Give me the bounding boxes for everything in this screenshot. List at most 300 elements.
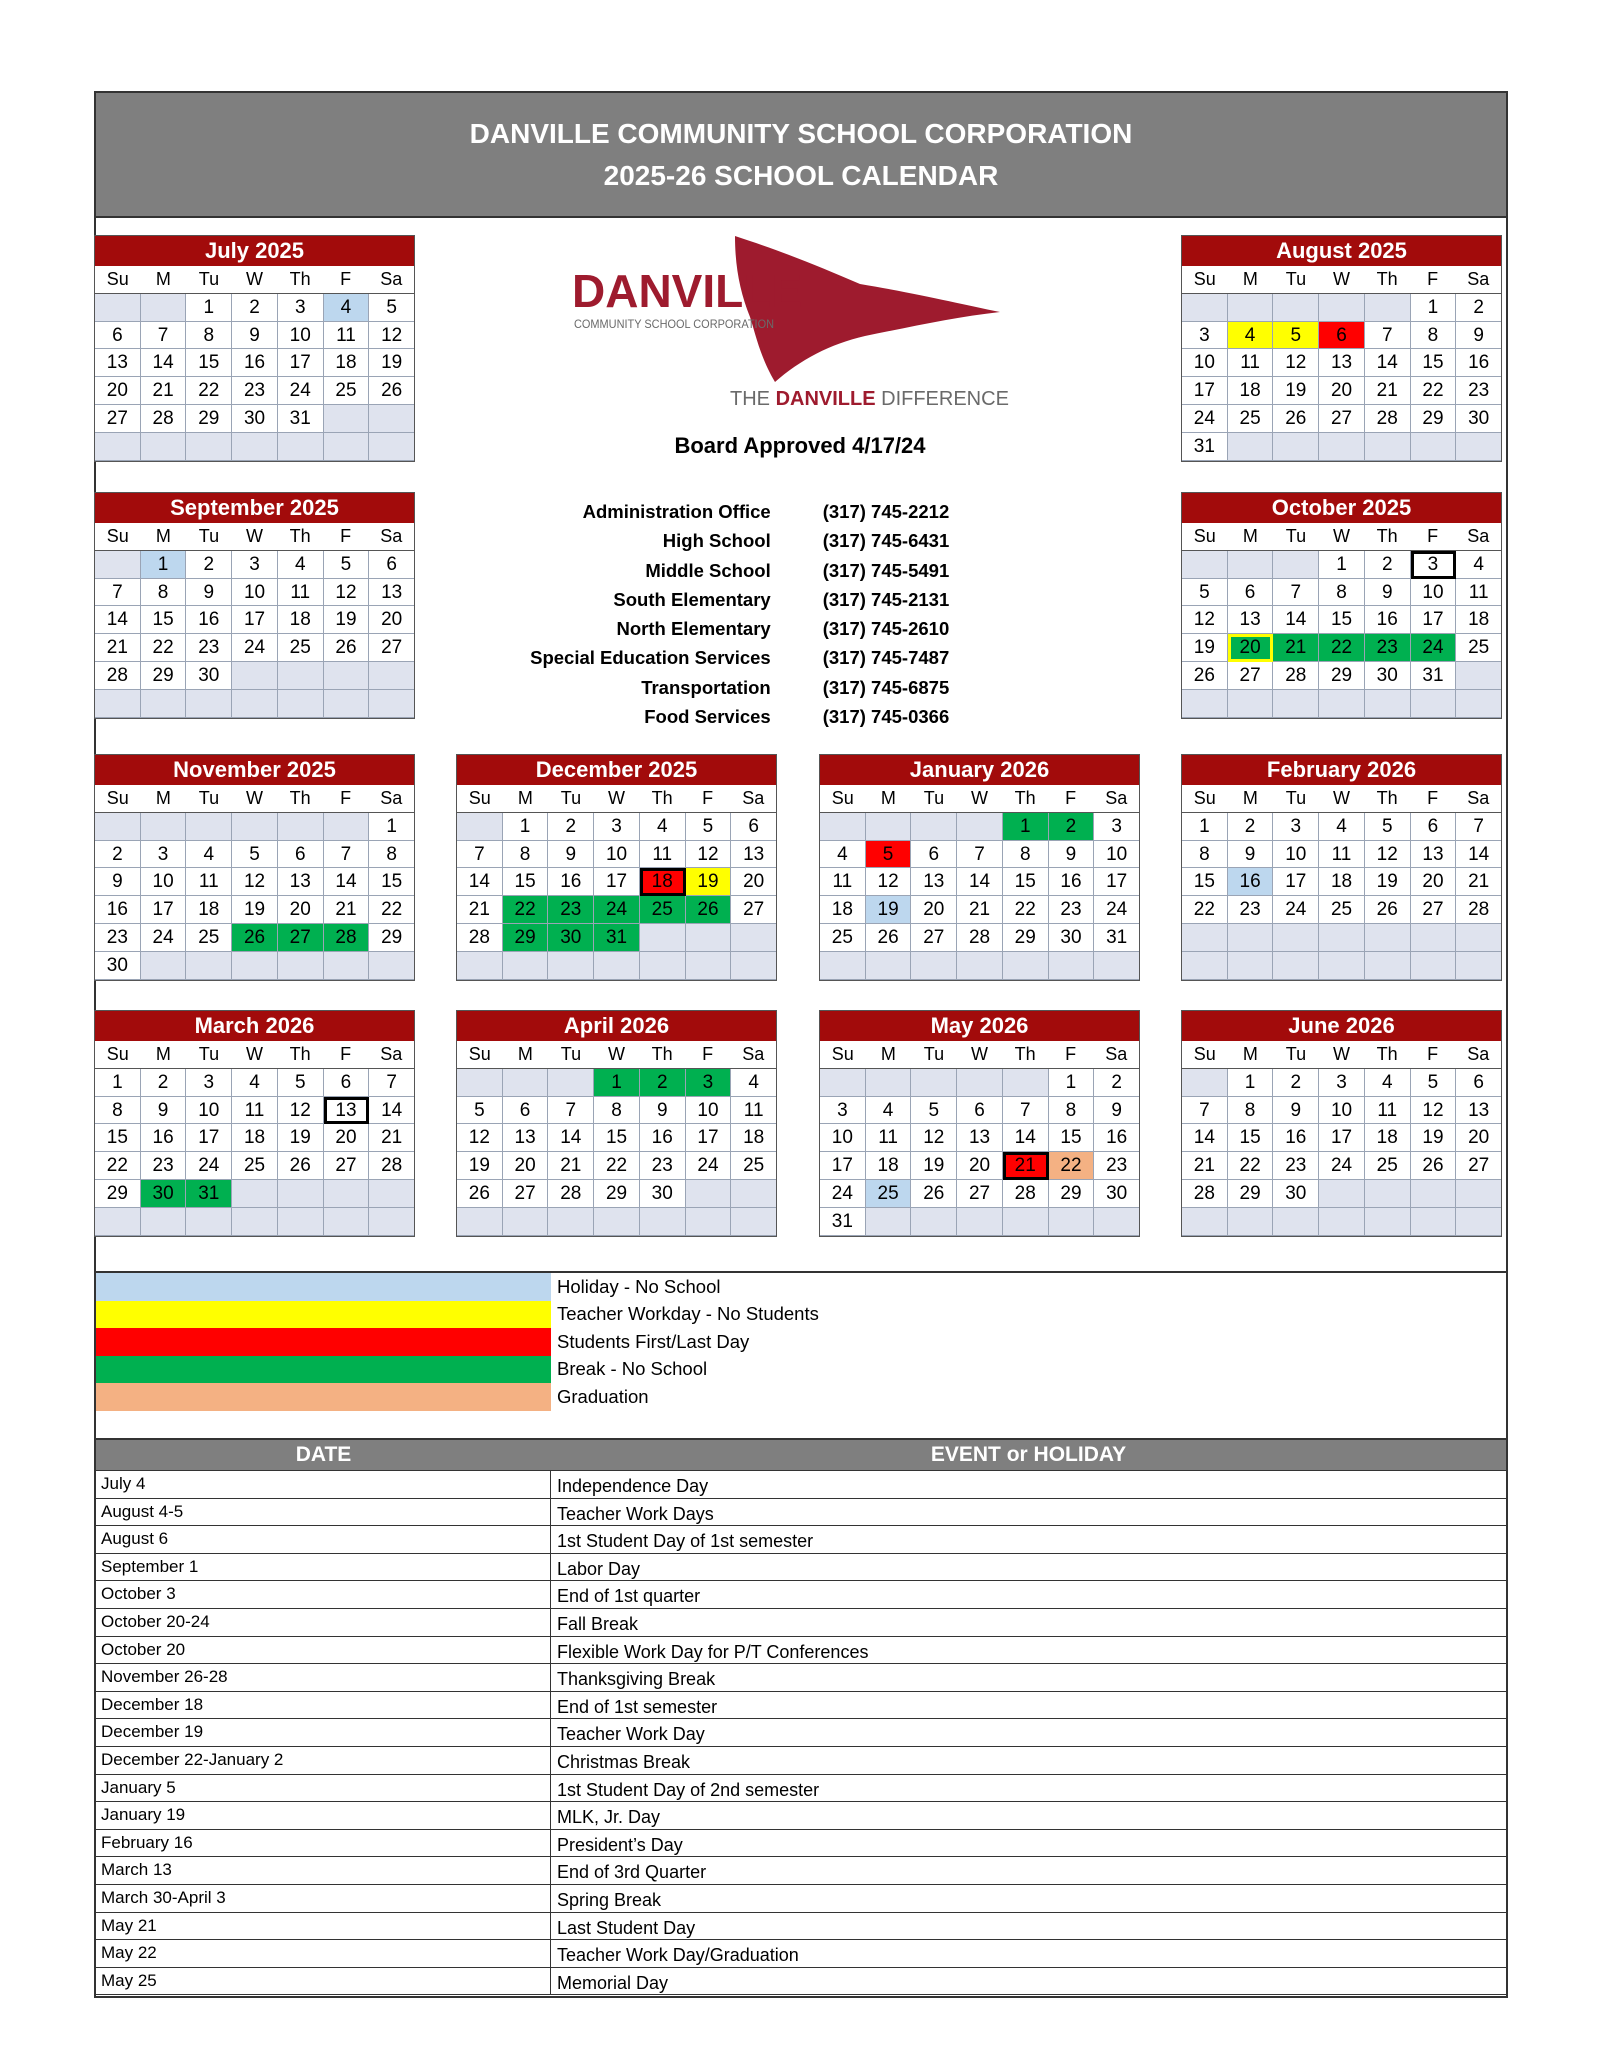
- day-cell: 5: [866, 841, 912, 869]
- day-cell: 18: [324, 349, 370, 377]
- day-cell: 29: [1049, 1180, 1095, 1208]
- event-row: [96, 1526, 1506, 1554]
- day-cell: 26: [866, 924, 912, 952]
- legend-swatch: [96, 1301, 551, 1329]
- empty-day-cell: [1228, 924, 1274, 952]
- events-table: [96, 1438, 1506, 1995]
- contact-row: [460, 702, 1020, 731]
- empty-day-cell: [1365, 1208, 1411, 1236]
- empty-day-cell: [503, 952, 549, 980]
- legend: [96, 1271, 1506, 1411]
- weekday-header-row: [1182, 785, 1501, 813]
- empty-day-cell: [324, 1208, 370, 1236]
- day-cell: 9: [95, 868, 141, 896]
- empty-day-cell: [278, 813, 324, 841]
- empty-day-cell: [1411, 1180, 1457, 1208]
- week-row: [820, 1180, 1139, 1208]
- empty-day-cell: [1273, 433, 1319, 461]
- empty-day-cell: [640, 1208, 686, 1236]
- weekday-label: W: [1319, 1041, 1365, 1069]
- empty-day-cell: [1319, 1208, 1365, 1236]
- empty-day-cell: [548, 1069, 594, 1097]
- weekday-label: Tu: [186, 266, 232, 294]
- day-cell: 19: [866, 896, 912, 924]
- weekday-label: F: [1410, 266, 1456, 294]
- day-cell: 12: [278, 1097, 324, 1125]
- weekday-label: Th: [277, 266, 323, 294]
- event-date: May 21: [96, 1913, 551, 1940]
- week-row: [95, 579, 414, 607]
- day-cell: 26: [457, 1180, 503, 1208]
- empty-day-cell: [1319, 1180, 1365, 1208]
- empty-day-cell: [141, 433, 187, 461]
- event-row: [96, 1719, 1506, 1747]
- weekday-label: Sa: [1455, 266, 1501, 294]
- event-row: [96, 1940, 1506, 1968]
- day-cell: 22: [1411, 377, 1457, 405]
- empty-day-cell: [1273, 294, 1319, 322]
- day-cell: 17: [820, 1152, 866, 1180]
- day-cell: 6: [1456, 1069, 1501, 1097]
- day-cell: 20: [95, 377, 141, 405]
- empty-day-cell: [594, 952, 640, 980]
- weekday-label: Th: [1364, 785, 1410, 813]
- empty-day-cell: [1003, 952, 1049, 980]
- day-cell: 10: [278, 322, 324, 350]
- empty-day-cell: [1273, 690, 1319, 718]
- weekday-label: W: [1319, 785, 1365, 813]
- day-cell: 20: [503, 1152, 549, 1180]
- contact-phone: (317) 745-2212: [822, 501, 950, 522]
- logo-tagline: THE DANVILLE DIFFERENCE: [730, 388, 1009, 410]
- empty-day-cell: [1411, 433, 1457, 461]
- week-row: [1182, 551, 1501, 579]
- empty-day-cell: [1273, 924, 1319, 952]
- district-title: DANVILLE COMMUNITY SCHOOL CORPORATION: [469, 117, 1133, 149]
- day-cell: 2: [1049, 813, 1095, 841]
- event-name: Teacher Work Day: [557, 1724, 705, 1745]
- day-cell: 26: [686, 896, 732, 924]
- contact-row: [460, 556, 1020, 585]
- district-logo: [560, 232, 1020, 417]
- week-row: [457, 868, 776, 896]
- weekday-label: F: [1410, 785, 1456, 813]
- week-row: [1182, 868, 1501, 896]
- day-cell: 1: [1049, 1069, 1095, 1097]
- empty-day-cell: [1456, 924, 1501, 952]
- weekday-label: Tu: [186, 1041, 232, 1069]
- empty-day-cell: [232, 433, 278, 461]
- day-cell: 10: [1273, 841, 1319, 869]
- day-cell: 13: [1319, 349, 1365, 377]
- event-name: End of 1st semester: [557, 1696, 718, 1717]
- weekday-label: Th: [1364, 266, 1410, 294]
- month-title: June 2026: [1182, 1011, 1501, 1041]
- month-calendar: [94, 754, 415, 981]
- empty-day-cell: [141, 294, 187, 322]
- day-cell: 7: [141, 322, 187, 350]
- week-row: [95, 690, 414, 718]
- day-cell: 23: [1228, 896, 1274, 924]
- day-cell: 6: [324, 1069, 370, 1097]
- day-cell: 3: [1411, 551, 1457, 579]
- weekday-header-row: [95, 1041, 414, 1069]
- weekday-label: Su: [1182, 266, 1228, 294]
- legend-item: [96, 1301, 1506, 1329]
- day-cell: 11: [731, 1097, 776, 1125]
- day-cell: 9: [548, 841, 594, 869]
- event-name: End of 1st quarter: [557, 1586, 701, 1607]
- day-cell: 11: [640, 841, 686, 869]
- week-row: [1182, 896, 1501, 924]
- week-row: [95, 924, 414, 952]
- event-date: July 4: [96, 1471, 551, 1498]
- contact-name: High School: [662, 530, 771, 552]
- day-cell: 18: [1319, 868, 1365, 896]
- day-cell: 21: [141, 377, 187, 405]
- week-row: [95, 349, 414, 377]
- week-row: [457, 1124, 776, 1152]
- day-cell: 24: [278, 377, 324, 405]
- empty-day-cell: [1182, 1069, 1228, 1097]
- day-cell: 15: [141, 606, 187, 634]
- week-row: [1182, 322, 1501, 350]
- day-cell: 26: [1411, 1152, 1457, 1180]
- day-cell: 4: [866, 1097, 912, 1125]
- legend-item: [96, 1356, 1506, 1384]
- event-date: August 4-5: [96, 1499, 551, 1526]
- empty-day-cell: [1228, 433, 1274, 461]
- day-cell: 16: [1228, 868, 1274, 896]
- empty-day-cell: [324, 952, 370, 980]
- day-cell: 23: [1365, 634, 1411, 662]
- weekday-label: Sa: [730, 785, 776, 813]
- day-cell: 26: [1182, 662, 1228, 690]
- contact-name: South Elementary: [613, 588, 771, 610]
- empty-day-cell: [731, 924, 776, 952]
- day-cell: 13: [1228, 606, 1274, 634]
- day-cell: 9: [1273, 1097, 1319, 1125]
- empty-day-cell: [186, 690, 232, 718]
- week-row: [457, 813, 776, 841]
- event-row: [96, 1913, 1506, 1941]
- empty-day-cell: [911, 1069, 957, 1097]
- month-calendar: [1181, 754, 1502, 981]
- weekday-label: Sa: [1455, 523, 1501, 551]
- day-cell: 2: [640, 1069, 686, 1097]
- day-cell: 15: [369, 868, 414, 896]
- day-cell: 23: [640, 1152, 686, 1180]
- day-cell: 27: [1319, 405, 1365, 433]
- day-cell: 13: [731, 841, 776, 869]
- day-cell: 28: [1365, 405, 1411, 433]
- weekday-header-row: [95, 785, 414, 813]
- weekday-label: Th: [639, 1041, 685, 1069]
- day-cell: 19: [1182, 634, 1228, 662]
- day-cell: 25: [1456, 634, 1501, 662]
- week-row: [1182, 1180, 1501, 1208]
- day-cell: 14: [1273, 606, 1319, 634]
- empty-day-cell: [278, 690, 324, 718]
- day-cell: 22: [186, 377, 232, 405]
- weekday-label: F: [1048, 1041, 1094, 1069]
- weekday-label: Tu: [911, 1041, 957, 1069]
- week-row: [820, 1069, 1139, 1097]
- contact-phone: (317) 745-7487: [822, 647, 950, 669]
- day-cell: 30: [1365, 662, 1411, 690]
- empty-day-cell: [1411, 952, 1457, 980]
- event-name: Christmas Break: [557, 1751, 691, 1772]
- empty-day-cell: [1003, 1069, 1049, 1097]
- day-cell: 16: [141, 1124, 187, 1152]
- weekday-label: Tu: [186, 523, 232, 551]
- weekday-label: W: [594, 1041, 640, 1069]
- empty-day-cell: [957, 813, 1003, 841]
- day-cell: 31: [1182, 433, 1228, 461]
- weekday-label: M: [1228, 785, 1274, 813]
- event-date: December 22-January 2: [96, 1747, 551, 1774]
- day-cell: 13: [324, 1097, 370, 1125]
- empty-day-cell: [278, 1180, 324, 1208]
- day-cell: 13: [369, 579, 414, 607]
- day-cell: 3: [820, 1097, 866, 1125]
- day-cell: 29: [594, 1180, 640, 1208]
- day-cell: 28: [548, 1180, 594, 1208]
- week-row: [95, 322, 414, 350]
- weekday-label: Su: [95, 266, 141, 294]
- day-cell: 10: [820, 1124, 866, 1152]
- day-cell: 9: [1365, 579, 1411, 607]
- day-cell: 17: [1094, 868, 1139, 896]
- event-date: January 5: [96, 1775, 551, 1802]
- week-row: [1182, 813, 1501, 841]
- weekday-label: Su: [1182, 1041, 1228, 1069]
- day-cell: 23: [1273, 1152, 1319, 1180]
- contact-name: Transportation: [641, 676, 771, 698]
- day-cell: 6: [503, 1097, 549, 1125]
- weekday-label: W: [1319, 523, 1365, 551]
- empty-day-cell: [911, 952, 957, 980]
- week-row: [1182, 1152, 1501, 1180]
- weekday-label: Th: [277, 523, 323, 551]
- weekday-label: M: [1228, 266, 1274, 294]
- day-cell: 8: [369, 841, 414, 869]
- day-cell: 3: [186, 1069, 232, 1097]
- day-cell: 14: [324, 868, 370, 896]
- day-cell: 10: [1182, 349, 1228, 377]
- day-cell: 14: [457, 868, 503, 896]
- week-row: [1182, 662, 1501, 690]
- weekday-header-row: [457, 1041, 776, 1069]
- weekday-label: F: [685, 785, 731, 813]
- week-row: [95, 405, 414, 433]
- week-row: [820, 896, 1139, 924]
- day-cell: 1: [1228, 1069, 1274, 1097]
- day-cell: 28: [1182, 1180, 1228, 1208]
- day-cell: 14: [369, 1097, 414, 1125]
- event-row: [96, 1554, 1506, 1582]
- day-cell: 29: [95, 1180, 141, 1208]
- day-cell: 3: [278, 294, 324, 322]
- weekday-label: M: [141, 266, 187, 294]
- day-cell: 4: [1319, 813, 1365, 841]
- day-cell: 11: [1365, 1097, 1411, 1125]
- week-row: [457, 1208, 776, 1236]
- weekday-label: M: [141, 523, 187, 551]
- empty-day-cell: [1319, 433, 1365, 461]
- day-cell: 13: [95, 349, 141, 377]
- weekday-label: Th: [1002, 1041, 1048, 1069]
- calendar-title: 2025-26 SCHOOL CALENDAR: [603, 159, 999, 191]
- empty-day-cell: [640, 952, 686, 980]
- day-cell: 22: [503, 896, 549, 924]
- empty-day-cell: [232, 813, 278, 841]
- logo-name: DANVILLE: [572, 265, 802, 317]
- day-cell: 15: [594, 1124, 640, 1152]
- day-cell: 9: [186, 579, 232, 607]
- day-cell: 21: [324, 896, 370, 924]
- contact-phone: (317) 745-2131: [822, 588, 950, 610]
- day-cell: 14: [1365, 349, 1411, 377]
- empty-day-cell: [503, 1208, 549, 1236]
- empty-day-cell: [957, 952, 1003, 980]
- day-cell: 12: [1273, 349, 1319, 377]
- empty-day-cell: [95, 1208, 141, 1236]
- weekday-label: Su: [95, 1041, 141, 1069]
- contact-name: North Elementary: [616, 618, 771, 640]
- day-cell: 11: [1319, 841, 1365, 869]
- empty-day-cell: [232, 1208, 278, 1236]
- empty-day-cell: [1365, 690, 1411, 718]
- week-row: [1182, 1208, 1501, 1236]
- event-name: End of 3rd Quarter: [557, 1862, 707, 1883]
- day-cell: 27: [1456, 1152, 1501, 1180]
- day-cell: 27: [1411, 896, 1457, 924]
- day-cell: 15: [1319, 606, 1365, 634]
- week-row: [95, 1152, 414, 1180]
- event-date: May 25: [96, 1968, 551, 1995]
- day-cell: 22: [1049, 1152, 1095, 1180]
- day-cell: 20: [1319, 377, 1365, 405]
- day-cell: 8: [594, 1097, 640, 1125]
- day-cell: 11: [1456, 579, 1501, 607]
- day-cell: 14: [548, 1124, 594, 1152]
- contact-name: Administration Office: [582, 501, 771, 522]
- legend-swatch: [96, 1383, 551, 1411]
- day-cell: 20: [1228, 634, 1274, 662]
- legend-label: Break - No School: [557, 1358, 708, 1380]
- event-name: Thanksgiving Break: [557, 1669, 716, 1690]
- weekday-label: Th: [277, 1041, 323, 1069]
- day-cell: 12: [911, 1124, 957, 1152]
- weekday-label: Th: [277, 785, 323, 813]
- empty-day-cell: [1228, 1208, 1274, 1236]
- week-row: [95, 1124, 414, 1152]
- day-cell: 12: [232, 868, 278, 896]
- day-cell: 28: [369, 1152, 414, 1180]
- day-cell: 11: [820, 868, 866, 896]
- week-row: [1182, 377, 1501, 405]
- event-date: October 20: [96, 1637, 551, 1664]
- legend-item: [96, 1383, 1506, 1411]
- day-cell: 17: [1273, 868, 1319, 896]
- day-cell: 18: [731, 1124, 776, 1152]
- day-cell: 3: [1094, 813, 1139, 841]
- weekday-label: Tu: [1273, 266, 1319, 294]
- weekday-label: Th: [1002, 785, 1048, 813]
- event-name: MLK, Jr. Day: [557, 1807, 661, 1828]
- day-cell: 12: [369, 322, 414, 350]
- day-cell: 1: [1003, 813, 1049, 841]
- empty-day-cell: [457, 1069, 503, 1097]
- day-cell: 14: [141, 349, 187, 377]
- day-cell: 28: [457, 924, 503, 952]
- weekday-label: Tu: [1273, 785, 1319, 813]
- empty-day-cell: [1228, 551, 1274, 579]
- day-cell: 2: [232, 294, 278, 322]
- month-calendar: [819, 1010, 1140, 1237]
- month-calendar: [94, 492, 415, 719]
- day-cell: 6: [1411, 813, 1457, 841]
- month-title: April 2026: [457, 1011, 776, 1041]
- day-cell: 24: [1094, 896, 1139, 924]
- day-cell: 11: [324, 322, 370, 350]
- weekday-header-row: [1182, 266, 1501, 294]
- day-cell: 3: [594, 813, 640, 841]
- empty-day-cell: [1456, 952, 1501, 980]
- empty-day-cell: [369, 952, 414, 980]
- contact-phone: (317) 745-0366: [822, 706, 950, 728]
- day-cell: 9: [640, 1097, 686, 1125]
- day-cell: 12: [457, 1124, 503, 1152]
- empty-day-cell: [1003, 1208, 1049, 1236]
- empty-day-cell: [1319, 952, 1365, 980]
- day-cell: 8: [186, 322, 232, 350]
- empty-day-cell: [369, 405, 414, 433]
- day-cell: 9: [141, 1097, 187, 1125]
- contact-row: [460, 673, 1020, 702]
- event-row: [96, 1637, 1506, 1665]
- day-cell: 4: [232, 1069, 278, 1097]
- day-cell: 18: [1365, 1124, 1411, 1152]
- event-date: September 1: [96, 1554, 551, 1581]
- week-row: [95, 294, 414, 322]
- day-cell: 7: [1456, 813, 1501, 841]
- day-cell: 24: [1319, 1152, 1365, 1180]
- day-cell: 9: [1456, 322, 1501, 350]
- contact-row: [460, 614, 1020, 643]
- empty-day-cell: [457, 813, 503, 841]
- day-cell: 24: [594, 896, 640, 924]
- day-cell: 9: [232, 322, 278, 350]
- day-cell: 28: [1003, 1180, 1049, 1208]
- weekday-label: W: [232, 785, 278, 813]
- day-cell: 2: [1094, 1069, 1139, 1097]
- day-cell: 5: [457, 1097, 503, 1125]
- empty-day-cell: [95, 294, 141, 322]
- day-cell: 15: [1411, 349, 1457, 377]
- day-cell: 3: [1182, 322, 1228, 350]
- empty-day-cell: [731, 952, 776, 980]
- weekday-label: F: [323, 1041, 369, 1069]
- legend-swatch: [96, 1356, 551, 1384]
- day-cell: 16: [186, 606, 232, 634]
- day-cell: 11: [278, 579, 324, 607]
- empty-day-cell: [1456, 690, 1501, 718]
- day-cell: 4: [278, 551, 324, 579]
- day-cell: 3: [1319, 1069, 1365, 1097]
- month-calendar: [456, 754, 777, 981]
